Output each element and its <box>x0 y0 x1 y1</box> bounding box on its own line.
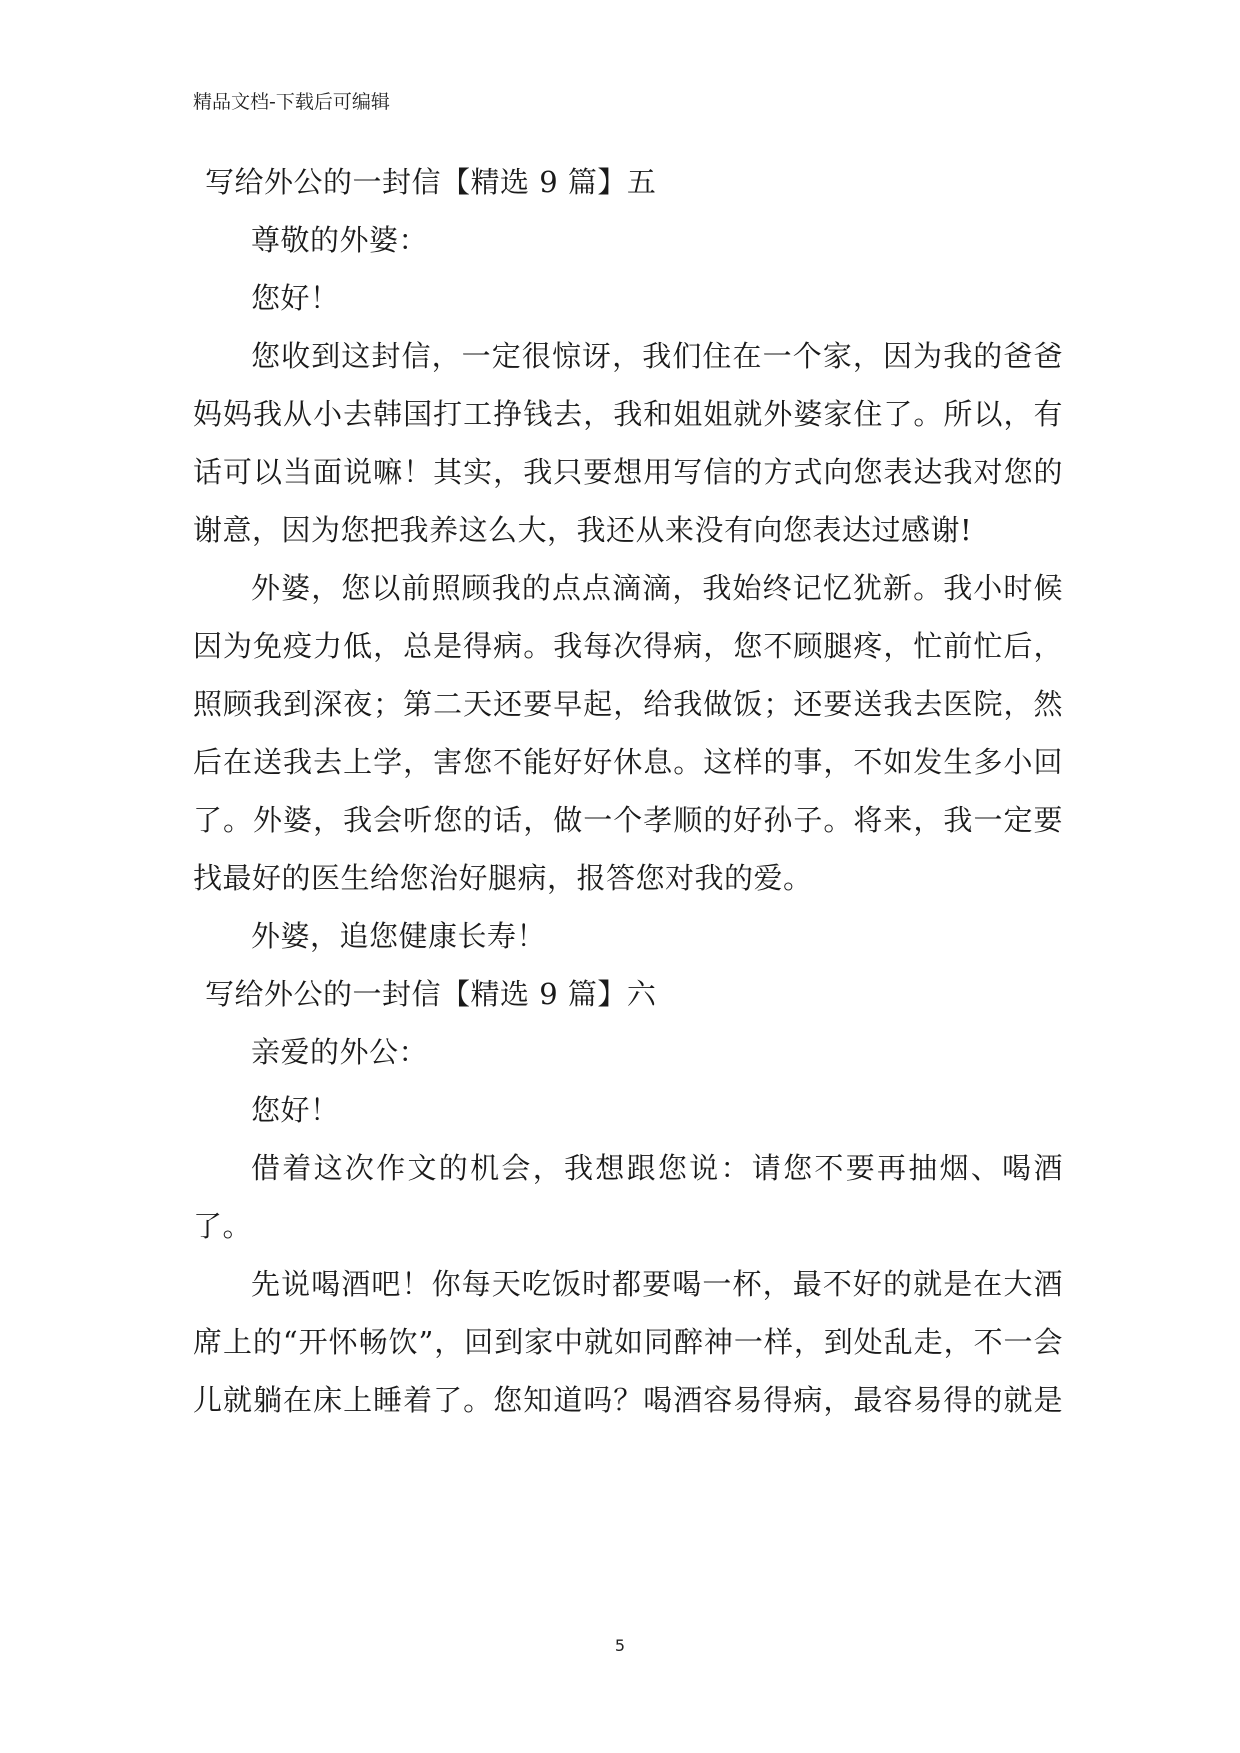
paragraph-line: 外婆，您以前照顾我的点点滴滴，我始终记忆犹新。我小时候 <box>251 571 1063 605</box>
greeting: 您好！ <box>251 1093 340 1127</box>
paragraph-line: 妈妈我从小去韩国打工挣钱去，我和姐姐就外婆家住了。所以，有 <box>193 397 1063 431</box>
paragraph-line: 因为免疫力低，总是得病。我每次得病，您不顾腿疼，忙前忙后， <box>193 629 1063 663</box>
paragraph-line: 谢意，因为您把我养这么大，我还从来没有向您表达过感谢! <box>193 513 973 547</box>
paragraph-line: 借着这次作文的机会，我想跟您说：请您不要再抽烟、喝酒 <box>251 1151 1063 1185</box>
paragraph-line: 话可以当面说嘛！其实，我只要想用写信的方式向您表达我对您的 <box>193 455 1063 489</box>
greeting: 您好！ <box>251 281 340 315</box>
section-title: 写给外公的一封信【精选 9 篇】五 <box>205 165 657 199</box>
closing-wish: 外婆，追您健康长寿！ <box>251 919 547 953</box>
paragraph-line: 了。 <box>193 1209 253 1243</box>
paragraph-line: 席上的“开怀畅饮”，回到家中就如同醉神一样，到处乱走，不一会 <box>193 1325 1063 1359</box>
salutation: 尊敬的外婆： <box>251 223 429 257</box>
section-title: 写给外公的一封信【精选 9 篇】六 <box>205 977 657 1011</box>
paragraph-line: 先说喝酒吧！你每天吃饭时都要喝一杯，最不好的就是在大酒 <box>251 1267 1063 1301</box>
paragraph-line: 儿就躺在床上睡着了。您知道吗？喝酒容易得病，最容易得的就是 <box>193 1383 1063 1417</box>
paragraph-line: 了。外婆，我会听您的话，做一个孝顺的好孙子。将来，我一定要 <box>193 803 1063 837</box>
page-number: 5 <box>614 1636 626 1655</box>
paragraph-line: 您收到这封信，一定很惊讶，我们住在一个家，因为我的爸爸 <box>251 339 1063 373</box>
paragraph-line: 后在送我去上学，害您不能好好休息。这样的事，不如发生多小回 <box>193 745 1063 779</box>
paragraph-line: 照顾我到深夜；第二天还要早起，给我做饭；还要送我去医院，然 <box>193 687 1063 721</box>
paragraph-line: 找最好的医生给您治好腿病，报答您对我的爱。 <box>193 861 813 895</box>
salutation: 亲爱的外公： <box>251 1035 429 1069</box>
header-note: 精品文档-下载后可编辑 <box>193 91 390 113</box>
